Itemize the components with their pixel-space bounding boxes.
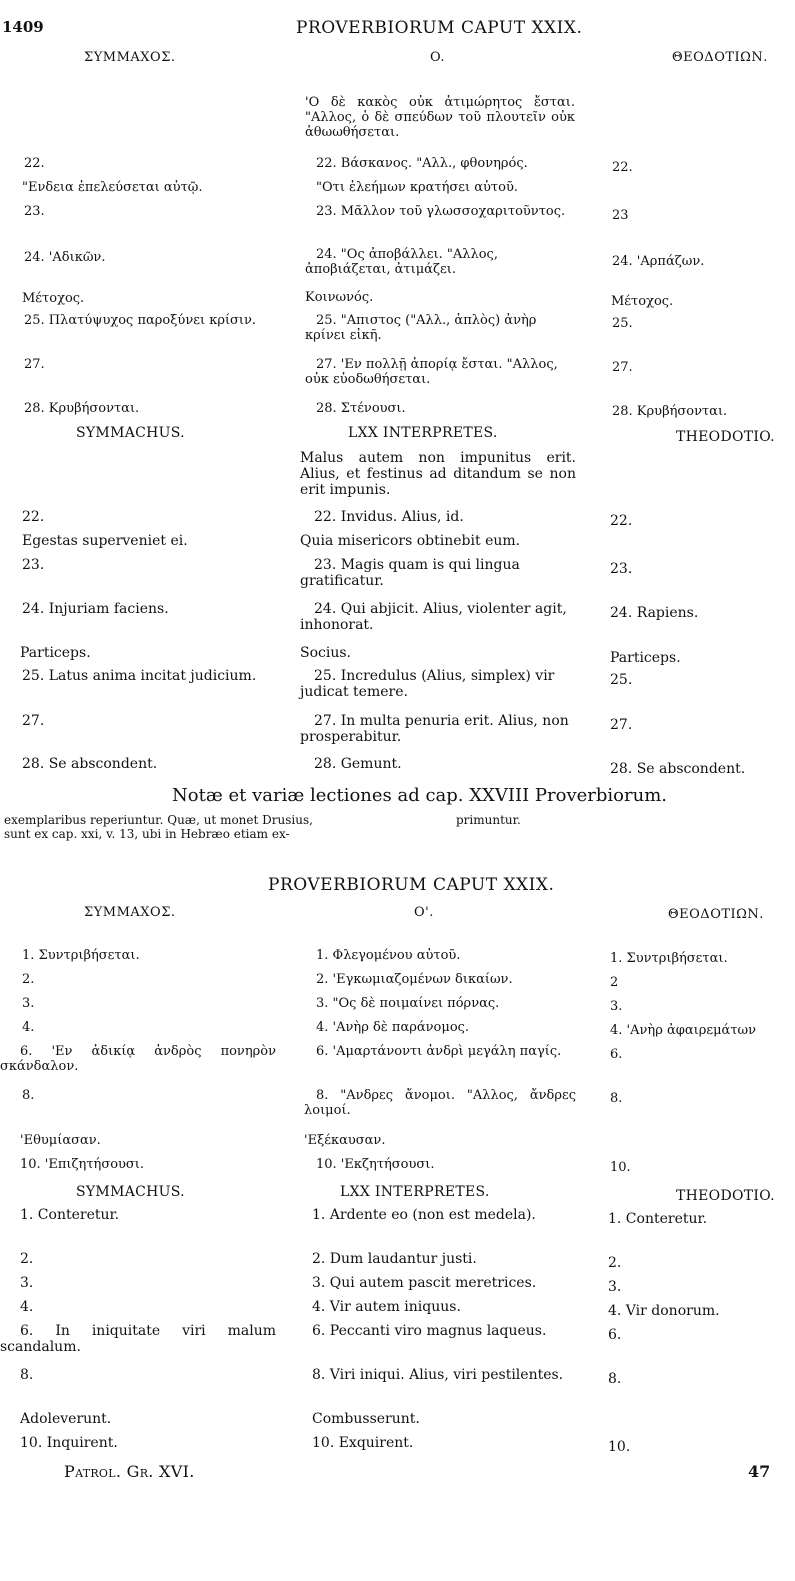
- b-greek-left-5: 8.: [22, 1088, 35, 1103]
- col-header-symmachus-greek-2: ΣΥΜΜΑΧΟΣ.: [84, 905, 176, 920]
- greek-mid-3: 23. Μᾶλλον τοῦ γλωσσοχαριτοῦντος.: [316, 204, 566, 219]
- latin-right-4: 25.: [610, 672, 633, 688]
- b-latin-mid-0: 1. Ardente eo (non est medela).: [312, 1207, 536, 1223]
- b-latin-mid-5: 8. Viri iniqui. Alius, viri pestilentes.: [312, 1367, 564, 1383]
- section-title: PROVERBIORUM CAPUT XXIX.: [268, 875, 555, 895]
- b-greek-mid-1: 2. 'Εγκωμιαζομένων δικαίων.: [316, 972, 513, 987]
- b-greek-mid-6: 'Εξέκαυσαν.: [304, 1133, 386, 1148]
- latin-left-3: 24. Injuriam faciens.: [22, 601, 169, 617]
- notes-line-2: sunt ex cap. xxi, v. 13, ubi in Hebræo etiam ex-: [4, 827, 290, 841]
- col-header-lxx-latin-2: LXX INTERPRETES.: [340, 1184, 490, 1200]
- latin-left-6: 27.: [22, 713, 45, 729]
- b-greek-left-0: 1. Συντριβήσεται.: [22, 948, 140, 963]
- b-latin-mid-2: 3. Qui autem pascit meretrices.: [312, 1275, 537, 1291]
- b-latin-mid-1: 2. Dum laudantur justi.: [312, 1251, 477, 1267]
- latin-left-7: 28. Se abscondent.: [22, 756, 158, 772]
- b-latin-right-1: 2.: [608, 1255, 622, 1271]
- greek-left-7: 28. Κρυβήσονται.: [24, 401, 140, 416]
- b-greek-right-2: 3.: [610, 999, 623, 1014]
- b-latin-left-3: 4.: [20, 1299, 34, 1315]
- greek-right-6: 28. Κρυβήσονται.: [612, 404, 728, 419]
- greek-left-0: 22.: [24, 156, 45, 171]
- greek-left-2: 23.: [24, 204, 45, 219]
- latin-left-1: Egestas superveniet ei.: [22, 533, 188, 549]
- b-latin-left-2: 3.: [20, 1275, 34, 1291]
- b-greek-mid-2: 3. "Ος δὲ ποιμαίνει πόρνας.: [316, 996, 500, 1011]
- greek-left-3: 24. 'Αδικῶν.: [24, 250, 106, 265]
- greek-right-2: 24. 'Αρπάζων.: [612, 254, 705, 269]
- latin-right-1: 23.: [610, 561, 633, 577]
- b-greek-mid-0: 1. Φλεγομένου αὐτοῦ.: [316, 948, 461, 963]
- b-latin-mid-6: Combusserunt.: [312, 1411, 420, 1427]
- notes-title: Notæ et variæ lectiones ad cap. XXVIII Proverbiorum.: [172, 785, 668, 806]
- b-greek-left-6: 'Εθυμίασαν.: [20, 1133, 101, 1148]
- page-number: 1409: [2, 18, 44, 36]
- col-header-theodotion-greek-2: ΘΕΟΔΟΤΙΩΝ.: [668, 907, 764, 922]
- latin-left-4: Particeps.: [20, 645, 91, 661]
- greek-mid-7: 27. 'Εν πολλῇ ἀπορίᾳ ἔσται. "Αλλος, οὐκ εὐοδωθήσεται.: [305, 357, 558, 387]
- b-latin-mid-3: 4. Vir autem iniquus.: [312, 1299, 461, 1315]
- b-greek-right-1: 2: [610, 975, 619, 990]
- latin-right-0: 22.: [610, 513, 633, 529]
- b-greek-mid-3: 4. 'Ανὴρ δὲ παράνομος.: [316, 1020, 470, 1035]
- greek-left-4: Μέτοχος.: [22, 291, 85, 306]
- latin-left-5: 25. Latus anima incitat judicium.: [22, 668, 257, 684]
- b-latin-left-6: Adoleverunt.: [20, 1411, 112, 1427]
- b-greek-mid-5: 8. "Ανδρες ἄνομοι. "Αλλος, ἄνδρες λοιμοί.: [304, 1088, 576, 1118]
- b-latin-right-4: 6.: [608, 1327, 622, 1343]
- greek-mid-6: 25. "Απιστος ("Αλλ., ἁπλὸς) ἀνὴρ κρίνει εἰκῆ.: [305, 313, 537, 343]
- b-latin-mid-7: 10. Exquirent.: [312, 1435, 414, 1451]
- notes-line-1-left: exemplaribus reperiuntur. Quæ, ut monet Drusius,: [4, 813, 313, 827]
- col-header-theodotion-greek: ΘΕΟΔΟΤΙΩΝ.: [672, 50, 768, 65]
- b-greek-left-2: 3.: [22, 996, 35, 1011]
- latin-mid-3: 23. Magis quam is qui lingua gratificatur.: [300, 557, 520, 589]
- b-greek-left-4: 6. 'Εν ἀδικίᾳ ἀνδρὸς πονηρὸν σκάνδαλον.: [0, 1044, 276, 1074]
- b-greek-left-3: 4.: [22, 1020, 35, 1035]
- b-greek-left-1: 2.: [22, 972, 35, 987]
- b-latin-right-2: 3.: [608, 1279, 622, 1295]
- latin-mid-4: 24. Qui abjicit. Alius, violenter agit, inhonorat.: [300, 601, 567, 633]
- greek-mid-8: 28. Στένουσι.: [316, 401, 406, 416]
- latin-mid-7: 27. In multa penuria erit. Alius, non prosperabitur.: [300, 713, 569, 745]
- b-latin-left-0: 1. Conteretur.: [20, 1207, 120, 1223]
- greek-right-4: 25.: [612, 316, 633, 331]
- latin-left-2: 23.: [22, 557, 45, 573]
- b-greek-mid-7: 10. 'Εκζητήσουσι.: [316, 1157, 435, 1172]
- greek-mid-1: 22. Βάσκανος. "Αλλ., φθονηρός.: [316, 156, 528, 171]
- latin-right-5: 27.: [610, 717, 633, 733]
- greek-mid-5: Κοινωνός.: [305, 290, 374, 305]
- greek-left-5: 25. Πλατύψυχος παροξύνει κρίσιν.: [24, 313, 257, 328]
- latin-mid-1: 22. Invidus. Alius, id.: [314, 509, 464, 525]
- b-latin-right-5: 8.: [608, 1371, 622, 1387]
- b-latin-right-6: 10.: [608, 1439, 631, 1455]
- col-header-lxx-latin: LXX INTERPRETES.: [348, 425, 498, 441]
- col-header-theodotion-latin: THEODOTIO.: [676, 429, 775, 445]
- latin-mid-8: 28. Gemunt.: [314, 756, 402, 772]
- col-header-lxx-greek: O.: [430, 50, 446, 65]
- greek-mid-0: 'Ο δὲ κακὸς οὐκ ἀτιμώρητος ἔσται. "Αλλος, ὁ δὲ σπεύδων τοῦ πλουτεῖν οὐκ ἀθωωθήσεται.: [305, 95, 575, 140]
- b-latin-left-1: 2.: [20, 1251, 34, 1267]
- b-latin-right-0: 1. Conteretur.: [608, 1211, 708, 1227]
- b-latin-mid-4: 6. Peccanti viro magnus laqueus.: [312, 1323, 547, 1339]
- page-title: PROVERBIORUM CAPUT XXIX.: [296, 18, 583, 38]
- footer-collection: Patrol. Gr. XVI.: [64, 1462, 195, 1481]
- col-header-lxx-greek-2: O'.: [414, 905, 434, 920]
- signature-number: 47: [748, 1462, 771, 1481]
- b-latin-right-3: 4. Vir donorum.: [608, 1303, 720, 1319]
- b-greek-right-0: 1. Συντριβήσεται.: [610, 951, 728, 966]
- col-header-symmachus-latin: SYMMACHUS.: [76, 425, 185, 441]
- notes-line-1-right: primuntur.: [456, 813, 521, 827]
- greek-right-0: 22.: [612, 160, 633, 175]
- b-latin-left-4: 6. In iniquitate viri malum scandalum.: [0, 1323, 276, 1355]
- latin-right-3: Particeps.: [610, 650, 681, 666]
- b-greek-right-5: 8.: [610, 1091, 623, 1106]
- greek-right-1: 23: [612, 208, 629, 223]
- latin-mid-0: Malus autem non impunitus erit. Alius, et festinus ad ditandum se non erit impunis.: [300, 450, 576, 498]
- greek-left-1: "Ενδεια ἐπελεύσεται αὐτῷ.: [22, 180, 203, 195]
- greek-right-5: 27.: [612, 360, 633, 375]
- b-latin-left-7: 10. Inquirent.: [20, 1435, 118, 1451]
- latin-mid-5: Socius.: [300, 645, 351, 661]
- latin-right-2: 24. Rapiens.: [610, 605, 699, 621]
- latin-right-6: 28. Se abscondent.: [610, 761, 746, 777]
- b-latin-left-5: 8.: [20, 1367, 34, 1383]
- b-greek-right-3: 4. 'Ανὴρ ἀφαιρεμάτων: [610, 1023, 757, 1038]
- latin-mid-6: 25. Incredulus (Alius, simplex) vir judicat temere.: [300, 668, 555, 700]
- b-greek-mid-4: 6. 'Αμαρτάνοντι ἀνδρὶ μεγάλη παγίς.: [316, 1044, 562, 1059]
- greek-left-6: 27.: [24, 357, 45, 372]
- greek-mid-4: 24. "Ος ἀποβάλλει. "Αλλος, ἀποβιάζεται, ἀτιμάζει.: [305, 247, 498, 277]
- b-greek-right-4: 6.: [610, 1047, 623, 1062]
- col-header-symmachus-latin-2: SYMMACHUS.: [76, 1184, 185, 1200]
- latin-mid-2: Quia misericors obtinebit eum.: [300, 533, 521, 549]
- col-header-symmachus-greek: ΣΥΜΜΑΧΟΣ.: [84, 50, 176, 65]
- col-header-theodotion-latin-2: THEODOTIO.: [676, 1188, 775, 1204]
- b-greek-left-7: 10. 'Επιζητήσουσι.: [20, 1157, 145, 1172]
- greek-mid-2: "Οτι ἐλεήμων κρατήσει αὐτοῦ.: [316, 180, 518, 195]
- b-greek-right-6: 10.: [610, 1160, 631, 1175]
- greek-right-3: Μέτοχος.: [611, 294, 674, 309]
- latin-left-0: 22.: [22, 509, 45, 525]
